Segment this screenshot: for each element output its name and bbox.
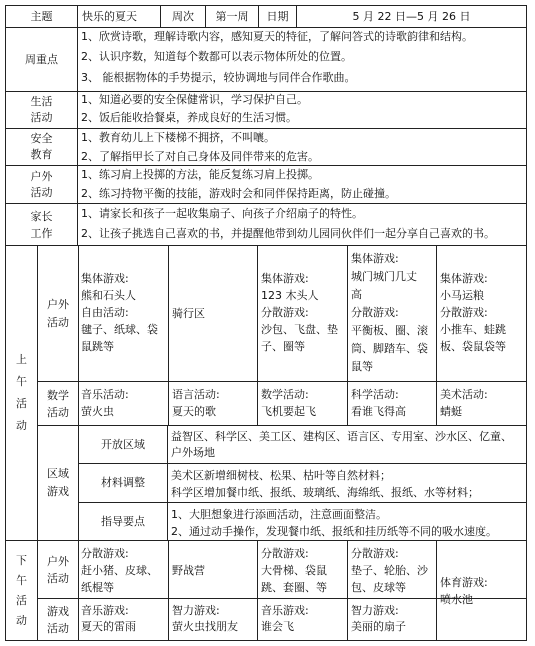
- morning-subject-cell: 数学活动: 飞机要起飞: [261, 388, 316, 418]
- grid-line: [168, 540, 169, 641]
- afternoon-game-cell: 音乐游戏: 夏天的雷雨: [81, 604, 136, 633]
- afternoon-game-cell: 智力游戏: 萤火虫找朋友: [172, 604, 238, 633]
- morning-area-label: 区域 游戏: [47, 467, 69, 498]
- safety-label: 安全 教育: [30, 132, 53, 161]
- life-item-2: 2、饭后能收拾餐桌，养成良好的生活习惯。: [81, 111, 297, 124]
- morning-outdoor-cell: 集体游戏: 123 木头人 分散游戏: 沙包、飞盘、垫 子、圈等: [261, 272, 338, 353]
- parents-label: 家长 工作: [30, 209, 53, 240]
- area-guide-label: 指导要点: [101, 514, 145, 528]
- grid-line: [168, 245, 169, 426]
- theme-value: 快乐的夏天: [82, 10, 137, 23]
- grid-line: [5, 165, 527, 166]
- afternoon-pe-cell: 体育游戏: 喷水池: [440, 576, 488, 606]
- date-label: 日期: [266, 9, 289, 23]
- grid-line: [5, 640, 527, 641]
- morning-outdoor-cell: 集体游戏: 城门城门几丈 高 分散游戏: 平衡板、圈、滚 筒、脚踏车、袋 鼠等: [351, 252, 428, 373]
- morning-subject-cell: 美术活动: 蜻蜓: [440, 388, 488, 418]
- afternoon-label: 下 午 活 动: [16, 553, 27, 627]
- morning-math-label: 数学 活动: [47, 388, 69, 419]
- area-open-label: 开放区域: [101, 437, 145, 451]
- grid-line: [5, 245, 527, 246]
- grid-line: [5, 203, 527, 204]
- grid-line: [257, 245, 258, 426]
- area-guide-value: 1、大胆想象进行添画活动，注意画面整洁。 2、通过动手操作，发现餐巾纸、报纸和挂历纸等不同的吸水速度。: [171, 508, 497, 538]
- life-item-1: 1、知道必要的安全保健常识，学习保护自己。: [81, 93, 308, 106]
- grid-line: [167, 425, 168, 541]
- area-material-label: 材料调整: [101, 476, 145, 489]
- grid-line: [347, 540, 348, 641]
- grid-line: [5, 540, 527, 541]
- safety-item-1: 1、教育幼儿上下楼梯不拥挤，不叫嚷。: [81, 131, 275, 144]
- afternoon-outdoor-cell: 分散游戏: 赶小猪、皮球、 纸棍等: [81, 547, 158, 594]
- grid-line: [37, 381, 527, 382]
- outdoor-label: 户外 活动: [30, 169, 53, 199]
- outdoor-item-2: 2、练习持物平衡的技能，游戏时会和同伴保持距离，防止碰撞。: [81, 187, 396, 200]
- safety-item-2: 2、了解指甲长了对自己身体及同伴带来的危害。: [81, 150, 319, 163]
- morning-subject-cell: 语言活动: 夏天的歌: [172, 388, 220, 418]
- afternoon-outdoor-cell: 分散游戏: 大骨梯、袋鼠 跳、套圈、等: [261, 547, 327, 594]
- grid-line: [257, 540, 258, 641]
- grid-line: [436, 540, 437, 641]
- morning-outdoor-cell: 集体游戏: 小马运粮 分散游戏: 小推车、蛙跳 板、袋鼠袋等: [440, 272, 506, 353]
- focus-label: 周重点: [25, 52, 58, 66]
- theme-label: 主题: [30, 9, 53, 23]
- morning-subject-cell: 科学活动: 看谁飞得高: [351, 388, 406, 418]
- afternoon-game-label: 游戏 活动: [47, 604, 69, 635]
- grid-line: [5, 27, 527, 28]
- morning-subject-cell: 音乐活动: 萤火虫: [81, 388, 129, 418]
- week-value: 第一周: [215, 9, 249, 23]
- parents-item-1: 1、请家长和孩子一起收集扇子、向孩子介绍扇子的特性。: [81, 207, 363, 220]
- morning-outdoor-label: 户外 活动: [47, 297, 69, 329]
- grid-line: [77, 5, 78, 246]
- grid-line: [436, 245, 437, 426]
- afternoon-outdoor-label: 户外 活动: [47, 554, 69, 585]
- parents-item-2: 2、让孩子挑选自己喜欢的书，并提醒他带到幼儿园同伙伴们一起分享自己喜欢的书。: [81, 227, 495, 240]
- grid-line: [5, 91, 527, 92]
- afternoon-outdoor-cell: 分散游戏: 垫子、轮胎、沙 包、皮球等: [351, 547, 428, 594]
- focus-item-3: 3、 能根据物体的手势提示，较协调地与同伴合作歌曲。: [81, 71, 356, 84]
- area-open-value: 益智区、科学区、美工区、建构区、语言区、专用室、沙水区、亿童、 户外场地: [171, 430, 512, 459]
- life-label: 生活 活动: [30, 95, 53, 124]
- afternoon-outdoor-cell: 野战营: [172, 564, 205, 577]
- grid-line: [526, 5, 527, 641]
- focus-item-1: 1、欣赏诗歌，理解诗歌内容，感知夏天的特征，了解问答式的诗歌韵律和结构。: [81, 30, 473, 43]
- date-value: 5 月 22 日—5 月 26 日: [352, 9, 471, 23]
- focus-item-2: 2、认识序数，知道每个数都可以表示物体所处的位置。: [81, 50, 352, 63]
- afternoon-game-cell: 智力游戏: 美丽的扇子: [351, 604, 406, 633]
- area-material-value: 美术区新增细树枝、松果、枯叶等自然材料； 科学区增加餐巾纸、报纸、玻璃纸、海绵纸、报纸、水等材料；: [171, 469, 479, 499]
- week-label: 周次: [172, 9, 194, 23]
- afternoon-game-cell: 音乐游戏: 谁会飞: [261, 604, 309, 633]
- morning-label: 上 午 活 动: [16, 353, 27, 432]
- morning-outdoor-cell: 集体游戏: 熊和石头人 自由活动: 毽子、纸球、袋 鼠跳等: [81, 272, 158, 353]
- morning-outdoor-cell: 骑行区: [172, 307, 205, 320]
- grid-line: [5, 128, 527, 129]
- outdoor-item-1: 1、练习肩上投掷的方法，能反复练习肩上投掷。: [81, 168, 319, 181]
- grid-line: [347, 245, 348, 426]
